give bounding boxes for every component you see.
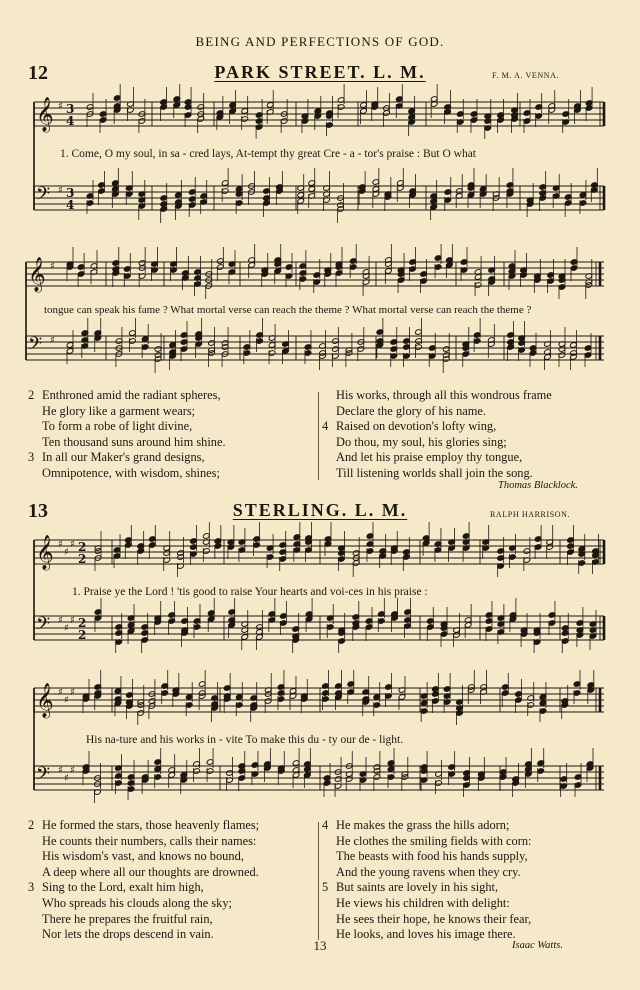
bass-clef-icon: 𝄢 (36, 764, 51, 789)
time-signature: 4 (66, 198, 75, 212)
lyric-line: His na-ture and his works in - vite To make this du - ty our de - light. (86, 734, 404, 746)
time-signature: 2 (78, 540, 87, 554)
verse-line: He views his children with delight: (336, 895, 510, 910)
verse (322, 388, 552, 419)
verses-right (322, 818, 531, 943)
running-head: BEING AND PERFECTIONS OF GOD. (195, 34, 445, 49)
sharp-icon: ♯ (64, 695, 69, 706)
hymn-title: PARK STREET. L. M. (214, 62, 426, 82)
verse-number: 2 (28, 388, 35, 402)
sharp-icon: ♯ (58, 615, 63, 626)
column-divider (318, 392, 319, 480)
time-signature: 4 (66, 114, 75, 128)
lyric-line: tongue can speak his fame ? What mortal verse can reach the theme ? What mortal verse can reach the theme ? (44, 304, 532, 316)
composer-name: F. M. A. VENNA. (492, 71, 560, 80)
verse-line: And the young ravens when they cry. (336, 864, 521, 879)
verse (322, 818, 531, 880)
verse-line: Do thou, my soul, his glories sing; (336, 434, 507, 449)
treble-clef-icon: 𝄞 (36, 535, 54, 570)
verse-number: 5 (322, 880, 329, 895)
lyric-line: 1. Praise ye the Lord ! 'tis good to raise Your hearts and voi-ces in his praise : (72, 586, 428, 598)
verse-line: A deep where all our thoughts are drowned. (42, 864, 259, 879)
hymn-number: 13 (28, 500, 48, 522)
verse-line: Till listening worlds shall join the song. (336, 465, 533, 480)
verse-line: The beasts with food his hands supply, (336, 849, 528, 864)
verse-line: And let his praise employ thy tongue, (336, 450, 523, 465)
sharp-icon: ♯ (58, 101, 63, 112)
verse (28, 880, 259, 942)
verse-number: 3 (28, 880, 35, 895)
sharp-icon: ♯ (70, 687, 75, 698)
verse-line: Enthroned amid the radiant spheres, (42, 388, 221, 402)
sharp-icon: ♯ (64, 623, 69, 634)
verse-line: Ten thousand suns around him shine. (42, 434, 226, 449)
composer-name: RALPH HARRISON. (490, 510, 571, 519)
verse (28, 450, 226, 481)
sharp-icon: ♯ (58, 687, 63, 698)
verse-line: He counts their numbers, calls their names: (42, 833, 257, 848)
verse-line: His wisdom's vast, and knows no bound, (42, 849, 244, 864)
sharp-icon: ♯ (64, 773, 69, 784)
verse-line: He glory like a garment wears; (42, 403, 196, 418)
verse-line: He makes the grass the hills adorn; (336, 818, 510, 832)
sharp-icon: ♯ (58, 185, 63, 196)
bass-clef-icon: 𝄢 (28, 334, 43, 359)
verse-number: 3 (28, 450, 35, 465)
verse-line: Nor lets the drops descend in vain. (42, 927, 214, 942)
time-signature: 2 (78, 628, 87, 642)
verses-left (28, 818, 259, 943)
verse-line: He looks, and loves his image there. (336, 927, 516, 942)
verse-line: Raised on devotion's lofty wing, (336, 419, 497, 434)
verse-line: He formed the stars, those heavenly flames; (42, 818, 260, 832)
verse-line: To form a robe of light divine, (42, 419, 193, 434)
sharp-icon: ♯ (70, 615, 75, 626)
verse-number: 2 (28, 818, 35, 832)
bass-clef-icon: 𝄢 (36, 614, 51, 639)
treble-clef-icon: 𝄞 (36, 683, 54, 718)
verse-line: Who spreads his clouds along the sky; (42, 895, 232, 910)
verse-number: 4 (322, 419, 329, 434)
verse-line: Omnipotence, with wisdom, shines; (42, 465, 220, 480)
sharp-icon: ♯ (58, 765, 63, 776)
verse-line: Declare the glory of his name. (336, 403, 487, 418)
author-attribution: Isaac Watts. (512, 940, 563, 951)
page-number: 13 (313, 938, 327, 953)
time-signature: 3 (66, 102, 75, 116)
verse-line: But saints are lovely in his sight, (336, 880, 499, 895)
verse-line: Sing to the Lord, exalt him high, (42, 880, 204, 895)
treble-clef-icon: 𝄞 (36, 97, 54, 132)
verse-line: He clothes the smiling fields with corn: (336, 833, 532, 848)
time-signature: 2 (78, 552, 87, 566)
sharp-icon: ♯ (70, 539, 75, 550)
verses-left (28, 388, 226, 482)
verse (322, 419, 552, 481)
bass-clef-icon: 𝄢 (36, 184, 51, 209)
sharp-icon: ♯ (64, 547, 69, 558)
verse-line: His works, through all this wondrous frame (336, 388, 552, 402)
sharp-icon: ♯ (50, 261, 55, 272)
verse (322, 880, 531, 942)
verse-line: In all our Maker's grand designs, (42, 450, 205, 465)
author-attribution: Thomas Blacklock. (498, 480, 578, 491)
time-signature: 2 (78, 616, 87, 630)
hymn-number: 12 (28, 62, 48, 84)
time-signature: 3 (66, 186, 75, 200)
verse-line: There he prepares the fruitful rain, (42, 911, 213, 926)
lyric-line: 1. Come, O my soul, in sa - cred lays, At-tempt thy great Cre - a - tor's praise : But O what (60, 148, 476, 160)
hymn-title: STERLING. L. M. (232, 500, 408, 520)
verse-line: He sees their hope, he knows their fear, (336, 911, 532, 926)
treble-clef-icon: 𝄞 (28, 257, 46, 292)
sharp-icon: ♯ (50, 335, 55, 346)
verse (28, 818, 259, 880)
sharp-icon: ♯ (70, 765, 75, 776)
verse-number: 4 (322, 818, 329, 832)
sharp-icon: ♯ (58, 539, 63, 550)
column-divider (318, 822, 319, 940)
verses-right (322, 388, 552, 482)
verse (28, 388, 226, 450)
